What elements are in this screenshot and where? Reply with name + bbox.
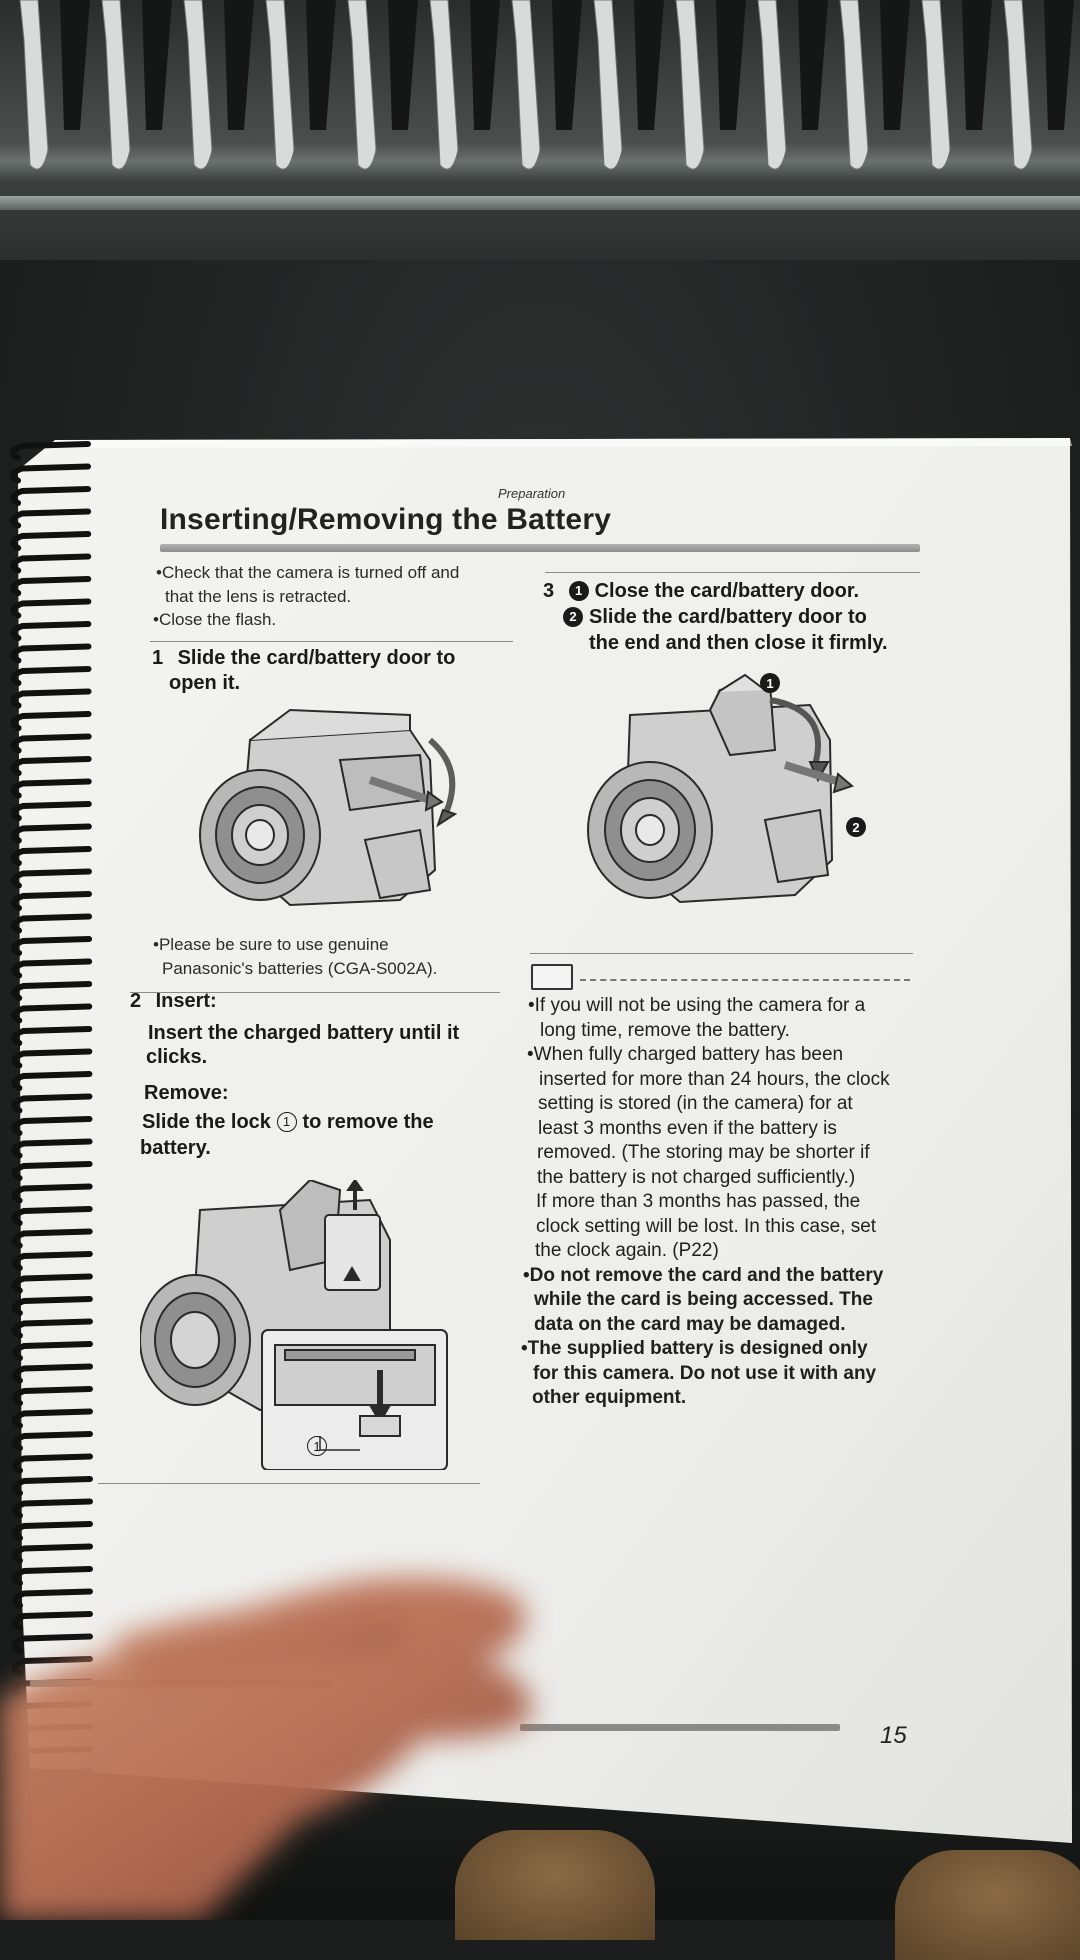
memo-note-line: inserted for more than 24 hours, the clock: [539, 1068, 890, 1090]
memo-note: •When fully charged battery has been: [527, 1044, 844, 1065]
page-number: 15: [880, 1722, 907, 1749]
bullet-icon: •: [527, 1044, 534, 1065]
memo-note-line: clock setting will be lost. In this case, set: [536, 1215, 877, 1237]
memo-note-line: least 3 months even if the battery is: [538, 1117, 837, 1139]
genuine-battery-note-cont: Panasonic's batteries (CGA-S002A).: [162, 959, 438, 978]
page-title: Inserting/Removing the Battery: [160, 503, 612, 536]
bullet-icon: •: [521, 1338, 528, 1359]
genuine-battery-note: •Please be sure to use genuine: [153, 935, 389, 954]
step-3-line2: 2 Slide the card/battery door to: [563, 604, 867, 630]
lock-marker-icon: 1: [277, 1112, 297, 1132]
memo-note: •Do not remove the card and the battery: [523, 1264, 884, 1286]
memo-note-line: other equipment.: [532, 1387, 687, 1408]
figure-marker-1-icon: 1: [760, 673, 780, 693]
step-2-remove-heading: Remove:: [144, 1082, 229, 1104]
memo-note-line: the clock again. (P22): [535, 1240, 719, 1261]
step-2: 2 Insert:: [130, 990, 217, 1012]
intro-note-2: •Close the flash.: [153, 610, 277, 629]
intro-note-1-cont: that the lens is retracted.: [165, 587, 352, 606]
marker-1-icon: 1: [569, 581, 589, 601]
step-2-insert-cont: clicks.: [146, 1046, 208, 1068]
intro-note-1: •Check that the camera is turned off and: [156, 563, 460, 582]
step-1: 1 Slide the card/battery door to: [152, 647, 456, 669]
step-2-remove-cont: battery.: [140, 1137, 211, 1159]
memo-note-line: while the card is being accessed. The: [534, 1289, 873, 1310]
memo-note-line: data on the card may be damaged.: [534, 1313, 846, 1335]
bullet-icon: •: [156, 563, 162, 582]
memo-note: •If you will not be using the camera for a: [528, 995, 866, 1016]
step-2-remove: Slide the lock 1 to remove the: [142, 1111, 434, 1133]
figure-marker-2-icon: 2: [846, 817, 866, 837]
memo-note-line: the battery is not charged sufficiently.): [537, 1166, 856, 1188]
bullet-icon: •: [153, 610, 159, 629]
memo-note-line: If more than 3 months has passed, the: [536, 1191, 861, 1212]
step-3: 3 1 Close the card/battery door.: [543, 580, 860, 602]
memo-note: •The supplied battery is designed only: [521, 1338, 868, 1359]
figure-lock-marker-icon: 1: [307, 1436, 327, 1456]
step-2-insert: Insert the charged battery until it: [148, 1022, 460, 1044]
step-3-line3: the end and then close it firmly.: [589, 632, 888, 654]
memo-note-line: long time, remove the battery.: [540, 1019, 790, 1041]
bullet-icon: •: [153, 935, 159, 954]
bullet-icon: •: [523, 1264, 530, 1286]
memo-note-line: for this camera. Do not use it with any: [533, 1362, 877, 1384]
memo-note-line: removed. (The storing may be shorter if: [537, 1142, 870, 1163]
marker-2-icon: 2: [563, 607, 583, 627]
bullet-icon: •: [528, 995, 535, 1016]
memo-note-line: setting is stored (in the camera) for at: [538, 1093, 853, 1114]
section-label: Preparation: [498, 486, 566, 501]
step-1-cont: open it.: [169, 672, 241, 694]
